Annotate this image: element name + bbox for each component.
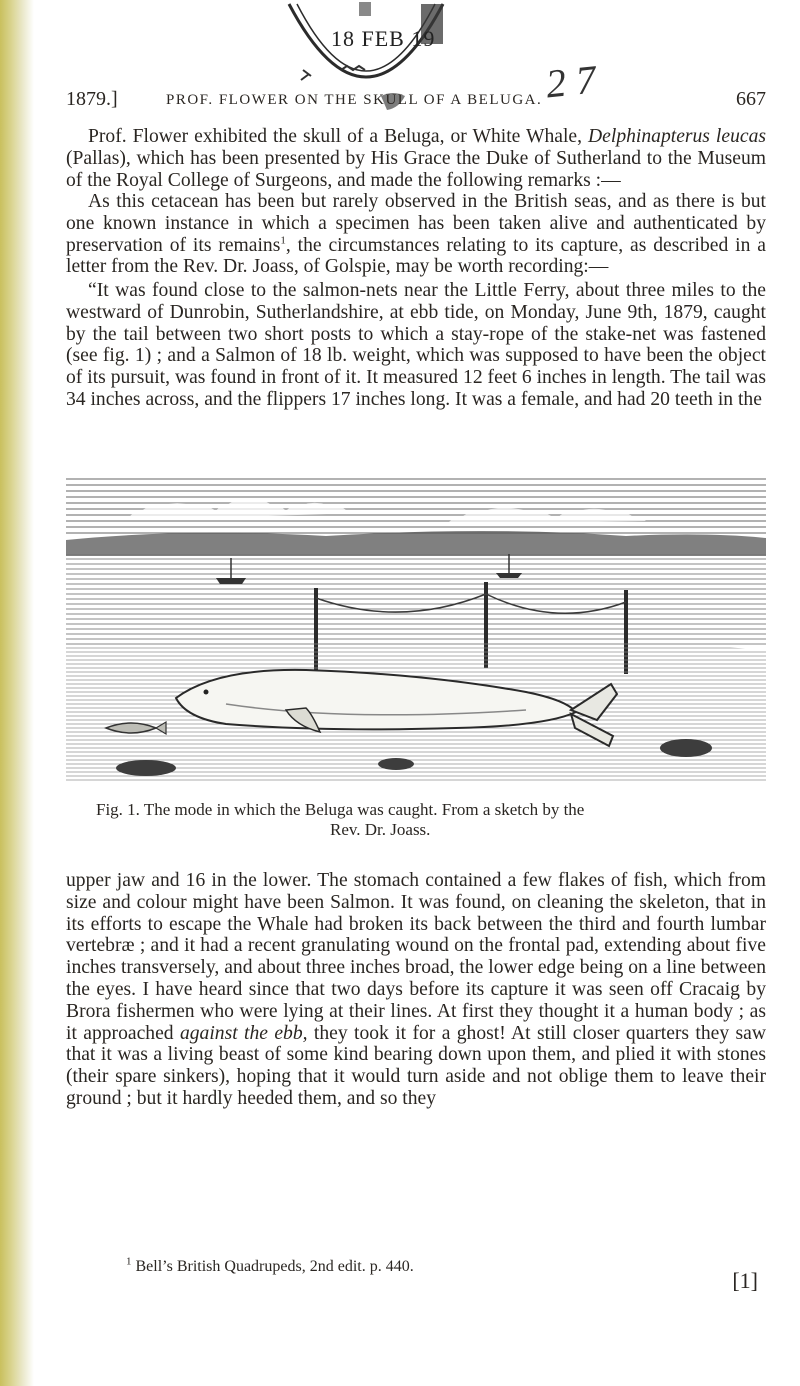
beluga-capture-engraving-icon [66, 478, 766, 783]
footnote-ref: 1 [280, 234, 286, 247]
document-page [66, 0, 766, 1386]
header-title: PROF. FLOWER ON THE SKULL OF A BELUGA. [166, 92, 543, 108]
paragraph-intro: Prof. Flower exhibited the skull of a Beluga, or White Whale, Delphinapterus leucas (Pallas), which has been presented by His Grace the Duke of Sutherland to the Museum of the Royal College of Surgeons, and made the following remarks :— [66, 126, 766, 191]
figure-caption-credit: Rev. Dr. Joass. [330, 820, 431, 839]
page-number: 667 [736, 88, 766, 110]
figure-caption-main: Fig. 1. The mode in which the Beluga was caught. From a sketch by the [96, 800, 585, 819]
emphasis-text: against the ebb, [179, 1022, 308, 1044]
footnote [126, 1255, 414, 1276]
page-edge-stain [0, 0, 34, 1386]
running-header [66, 88, 766, 118]
figure-illustration [66, 478, 766, 783]
pencil-annotation: 2 7 [543, 56, 599, 107]
stamp-date: 18 FEB 19 [331, 26, 436, 51]
taxon-name: Delphinapterus leucas [588, 126, 766, 147]
paragraph-continuation: upper jaw and 16 in the lower. The stomach contained a few flakes of fish, which from size and colour might have been Salmon. It was found, on cleaning the skeleton, that in its efforts to escape the Whale had broken its back between the third and fourth lumbar vertebræ ; and it had a recent granulating wound on the frontal pad, extending about five inches transversely, and about three inches broad, the lower edge being on a line between the eyes. I have heard since that two days before its capture it was seen off Cracaig by Brora fishermen who were lying at their lines. At first they thought it a human body ; as it approached against the ebb, they took it for a ghost! At still closer quarters they saw that it was a living beast of some kind bearing down upon them, and plied it with stones (their spare sinkers), hoping that it would turn aside and not oblige them to leave their ground ; but it hardly heeded them, and so they [66, 870, 766, 1109]
signature-mark: [1] [732, 1268, 758, 1293]
footnote-text: Bell’s British Quadrupeds, 2nd edit. p. 440. [135, 1258, 414, 1275]
header-year: 1879.] [66, 88, 118, 110]
paragraph-quotation: “It was found close to the salmon-nets near the Little Ferry, about three miles to the westward of Dunrobin, Sutherlandshire, at ebb tide, on Monday, June 9th, 1879, caught by the tail between two short posts to which a stay-rope of the stake-net was fastened (see fig. 1) ; and a Salmon of 18 lb. weight, which was supposed to have been the object of its pursuit, was found in front of it. It measured 12 feet 6 inches in length. The tail was 34 inches across, and the flippers 17 inches long. It was a female, and had 20 teeth in the [66, 280, 766, 410]
paragraph-context: As this cetacean has been but rarely observed in the British seas, and as there is but one known instance in which a specimen has been taken alive and authenticated by preservation of its remains$^1$, the circumstances relating to its capture, as described in a letter from the Rev. Dr. Joass, of Golspie, may be worth recording:— [66, 191, 766, 278]
footnote-marker: 1 [126, 1255, 132, 1268]
figure-caption [66, 800, 766, 840]
